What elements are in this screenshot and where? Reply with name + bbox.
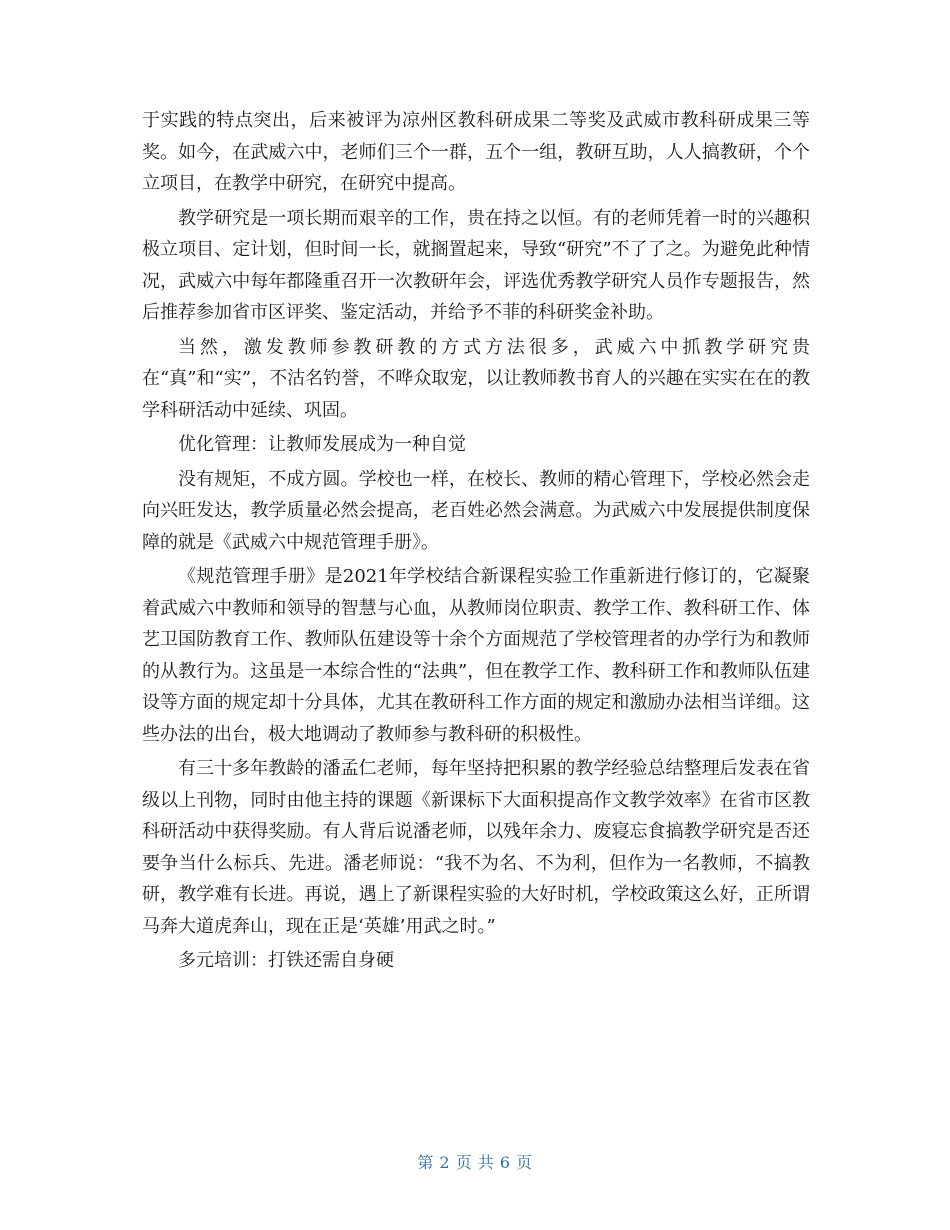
page-number-footer: 第 2 页 共 6 页 [417,1153,533,1172]
paragraph-research-persistence: 教学研究是一项长期而艰辛的工作，贵在持之以恒。有的老师凭着一时的兴趣积极立项目、定计划，但时间一长，就搁置起来，导致“研究”不了了之。为避免此种情况，武威六中每年都隆重召开一次教研年会，评选优秀教学研究人员作专题报告，然后推荐参加省市区评奖、鉴定活动，并给予不菲的科研奖金补助。 [142,207,810,323]
paragraph-handbook: 《规范管理手册》是2021年学校结合新课程实验工作重新进行修订的，它凝聚着武威六中教师和领导的智慧与心血，从教师岗位职责、教学工作、教科研工作、体艺卫国防教育工作、教师队伍建设等十余个方面规范了学校管理者的办学行为和教师的从教行为。这虽是一本综合性的“法典”，但在教学工作、教科研工作和教师队伍建设等方面的规定却十分具体，尤其在教研科工作方面的规定和激励办法相当详细。这些办法的出台，极大地调动了教师参与教科研的积极性。 [142,566,810,745]
paragraph-rules: 没有规矩，不成方圆。学校也一样，在校长、教师的精心管理下，学校必然会走向兴旺发达，教学质量必然会提高，老百姓必然会满意。为武威六中发展提供制度保障的就是《武威六中规范管理手册》。 [142,468,810,553]
paragraph-teacher-story: 有三十多年教龄的潘孟仁老师，每年坚持把积累的教学经验总结整理后发表在省级以上刊物，同时由他主持的课题《新课标下大面积提高作文教学效率》在省市区教科研活动中获得奖励。有人背后说潘老师，以残年余力、废寝忘食搞教学研究是否还要争当什么标兵、先进。潘老师说：“我不为名、不为利，但作为一名教师，不搞教研，教学难有长进。再说，遇上了新课程实验的大好时机，学校政策这么好，正所谓马奔大道虎奔山，现在正是‘英雄’用武之时。” [142,758,810,937]
document-body [142,105,810,980]
paragraph-continuation: 于实践的特点突出，后来被评为凉州区教科研成果二等奖及武威市教科研成果三等奖。如今，在武威六中，老师们三个一群，五个一组，教研互助，人人搞教研，个个立项目，在教学中研究，在研究中提高。 [142,110,810,194]
section-heading-training: 多元培训：打铁还需自身硬 [178,950,394,971]
paragraph-research-motivation: 当然，激发教师参教研教的方式方法很多，武威六中抓教学研究贵在“真”和“实”，不沽名钓誉，不哗众取宠，以让教师教书育人的兴趣在实实在在的教学科研活动中延续、巩固。 [142,336,810,421]
section-heading-management: 优化管理：让教师发展成为一种自觉 [178,434,466,455]
